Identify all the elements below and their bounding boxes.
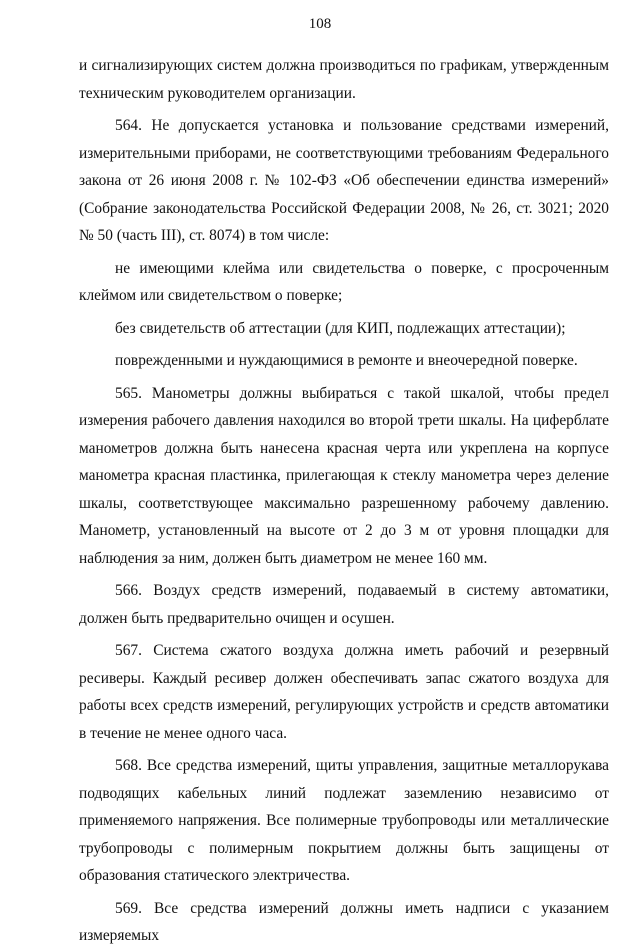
page-number: 108	[308, 16, 332, 32]
list-item-no-stamp: не имеющими клейма или свидетельства о поверке, с просроченным клеймом или свидетельством о поверке;	[79, 259, 609, 304]
paragraph-continuation: и сигнализирующих систем должна производиться по графикам, утвержденным техническим руководителем организации.	[79, 57, 609, 102]
paragraph-568: 568. Все средства измерений, щиты управления, защитные металлорукава подводящих кабельных линий подлежат заземлению независимо от применяемого напряжения. Все полимерные трубопроводы или металлические трубопроводы с полимерным покрытием должны быть защищены от образования статического электричества.	[79, 757, 609, 884]
paragraph-566: 566. Воздух средств измерений, подаваемый в систему автоматики, должен быть предварительно очищен и осушен.	[79, 582, 609, 627]
list-item-damaged: поврежденными и нуждающимися в ремонте и внеочередной поверке.	[115, 352, 578, 369]
paragraph-569: 569. Все средства измерений должны иметь надписи с указанием измеряемых	[79, 899, 609, 944]
paragraph-567: 567. Система сжатого воздуха должна иметь рабочий и резервный ресиверы. Каждый ресивер должен обеспечивать запас сжатого воздуха для работы всех средств измерений, регулирующих устройств и средств автоматики в течение не менее одного часа.	[79, 642, 609, 742]
paragraph-565: 565. Манометры должны выбираться с такой шкалой, чтобы предел измерения рабочего давления находился во второй трети шкалы. На циферблате манометров должна быть нанесена красная черта или укреплена на корпусе манометра красная пластинка, прилегающая к стеклу манометра через деление шкалы, соответствующее максимально разрешенному рабочему давлению. Манометр, установленный на высоте от 2 до 3 м от уровня площадки для наблюдения за ним, должен быть диаметром не менее 160 мм.	[79, 384, 609, 567]
document-body	[79, 52, 609, 950]
paragraph-564: 564. Не допускается установка и пользование средствами измерений, измерительными приборами, не соответствующими требованиям Федерального закона от 26 июня 2008 г. № 102-ФЗ «Об обеспечении единства измерений» (Собрание законодательства Российской Федерации 2008, № 26, ст. 3021; 2020 № 50 (часть III), ст. 8074) в том числе:	[79, 117, 609, 244]
list-item-no-certificate: без свидетельств об аттестации (для КИП, подлежащих аттестации);	[115, 319, 566, 337]
